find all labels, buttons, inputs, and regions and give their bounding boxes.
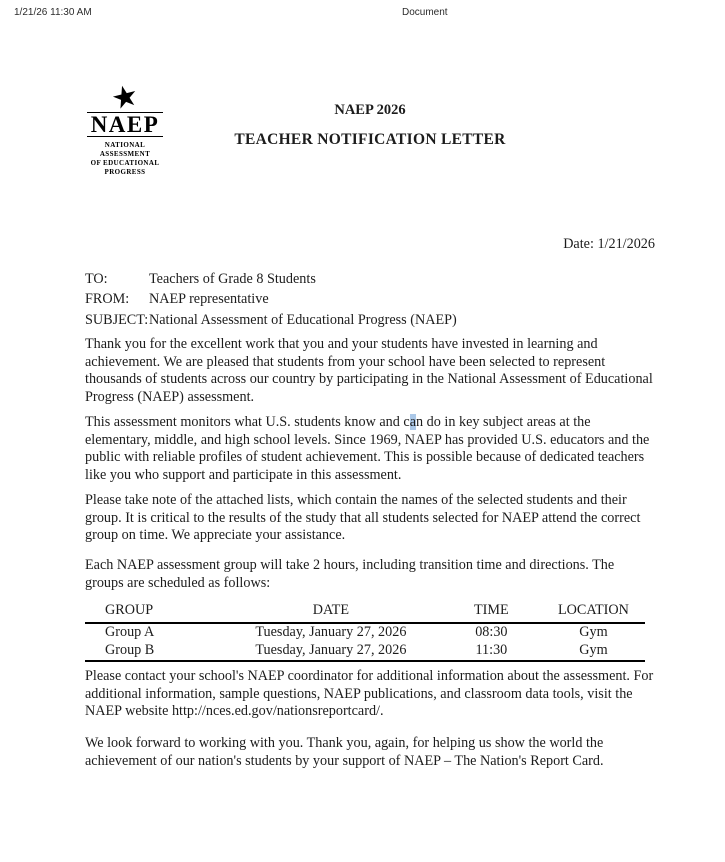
memo-label-subject: SUBJECT: (85, 311, 149, 328)
paragraph-thank-you: Thank you for the excellent work that you and your students have invested in learning and achievement. We are pleased that students from your school have been selected to represent thousands of students across our country by participating in the National Assessment of Educational Progress (NAEP) assessment. (85, 336, 653, 406)
column-header-group: GROUP (85, 601, 221, 623)
paragraph-text: This assessment monitors what U.S. students know and c (85, 414, 410, 430)
cell-location: Gym (542, 642, 645, 662)
cell-group: Group A (105, 624, 155, 640)
org-line: PROGRESS (104, 168, 146, 176)
cell-date: Tuesday, January 27, 2026 (255, 624, 407, 640)
paragraph-attached-lists: Please take note of the attached lists, which contain the names of the selected students and their group. It is critical to the results of the study that all students selected for NAEP attend the correct group on time. We appreciate your assistance. (85, 492, 641, 544)
print-datetime: 1/21/26 11:30 AM (14, 7, 92, 18)
org-line: OF EDUCATIONAL (90, 159, 160, 167)
column-header-time: TIME (441, 601, 542, 623)
letter-title-line1: NAEP 2026 (334, 102, 406, 118)
letter-title-line2: TEACHER NOTIFICATION LETTER (234, 131, 506, 148)
memo-label-from: FROM: (85, 291, 130, 308)
cell-time: 08:30 (475, 624, 508, 640)
text-selection-highlight: a (409, 414, 417, 430)
naep-logo-acronym: NAEP (87, 112, 163, 137)
print-header (0, 7, 725, 21)
star-icon: ★ (107, 77, 143, 118)
paragraph-schedule-intro: Each NAEP assessment group will take 2 hours, including transition time and directions. The groups are scheduled as follows: (85, 557, 615, 591)
memo-header-block (85, 269, 655, 330)
table-row (85, 642, 645, 662)
memo-row-subject (85, 310, 655, 330)
memo-value-to: Teachers of Grade 8 Students (149, 271, 316, 287)
table-header-row (85, 601, 645, 623)
schedule-table (85, 601, 645, 662)
memo-label-to: TO: (85, 271, 108, 287)
org-line: NATIONAL ASSESSMENT (99, 141, 151, 158)
cell-group: Group B (85, 642, 221, 662)
cell-location: Gym (579, 624, 608, 640)
paragraph-text: n do in key subject areas at the elementary, middle, and high school levels. Since 1969, NAEP has provided U.S. educators and the public with reliable profiles of student achievement. This is possible because of dedicated teachers like you who support and participate in this assessment. (85, 414, 650, 484)
cell-time: 11:30 (441, 642, 542, 662)
letter-date: Date: 1/21/2026 (563, 236, 655, 252)
memo-value-subject: National Assessment of Educational Progress (NAEP) (149, 311, 457, 328)
paragraph-closing: We look forward to working with you. Thank you, again, for helping us show the world the achievement of our nation's students by your support of NAEP – The Nation's Report Card. (85, 735, 604, 769)
paragraph-coordinator-info: Please contact your school's NAEP coordinator for additional information about the assessment. For additional information, sample questions, NAEP publications, and classroom data tools, visit the NAEP website http://nces.ed.gov/nationsreportcard/. (85, 668, 654, 720)
print-document-title: Document (402, 7, 448, 18)
memo-row-to (85, 269, 655, 289)
paragraph-assessment-monitors (85, 414, 655, 485)
column-header-location: LOCATION (542, 601, 645, 623)
column-header-date: DATE (221, 601, 441, 623)
table-row (85, 623, 645, 642)
memo-row-from (85, 289, 655, 309)
cell-date: Tuesday, January 27, 2026 (221, 642, 441, 662)
memo-value-from: NAEP representative (149, 291, 269, 308)
